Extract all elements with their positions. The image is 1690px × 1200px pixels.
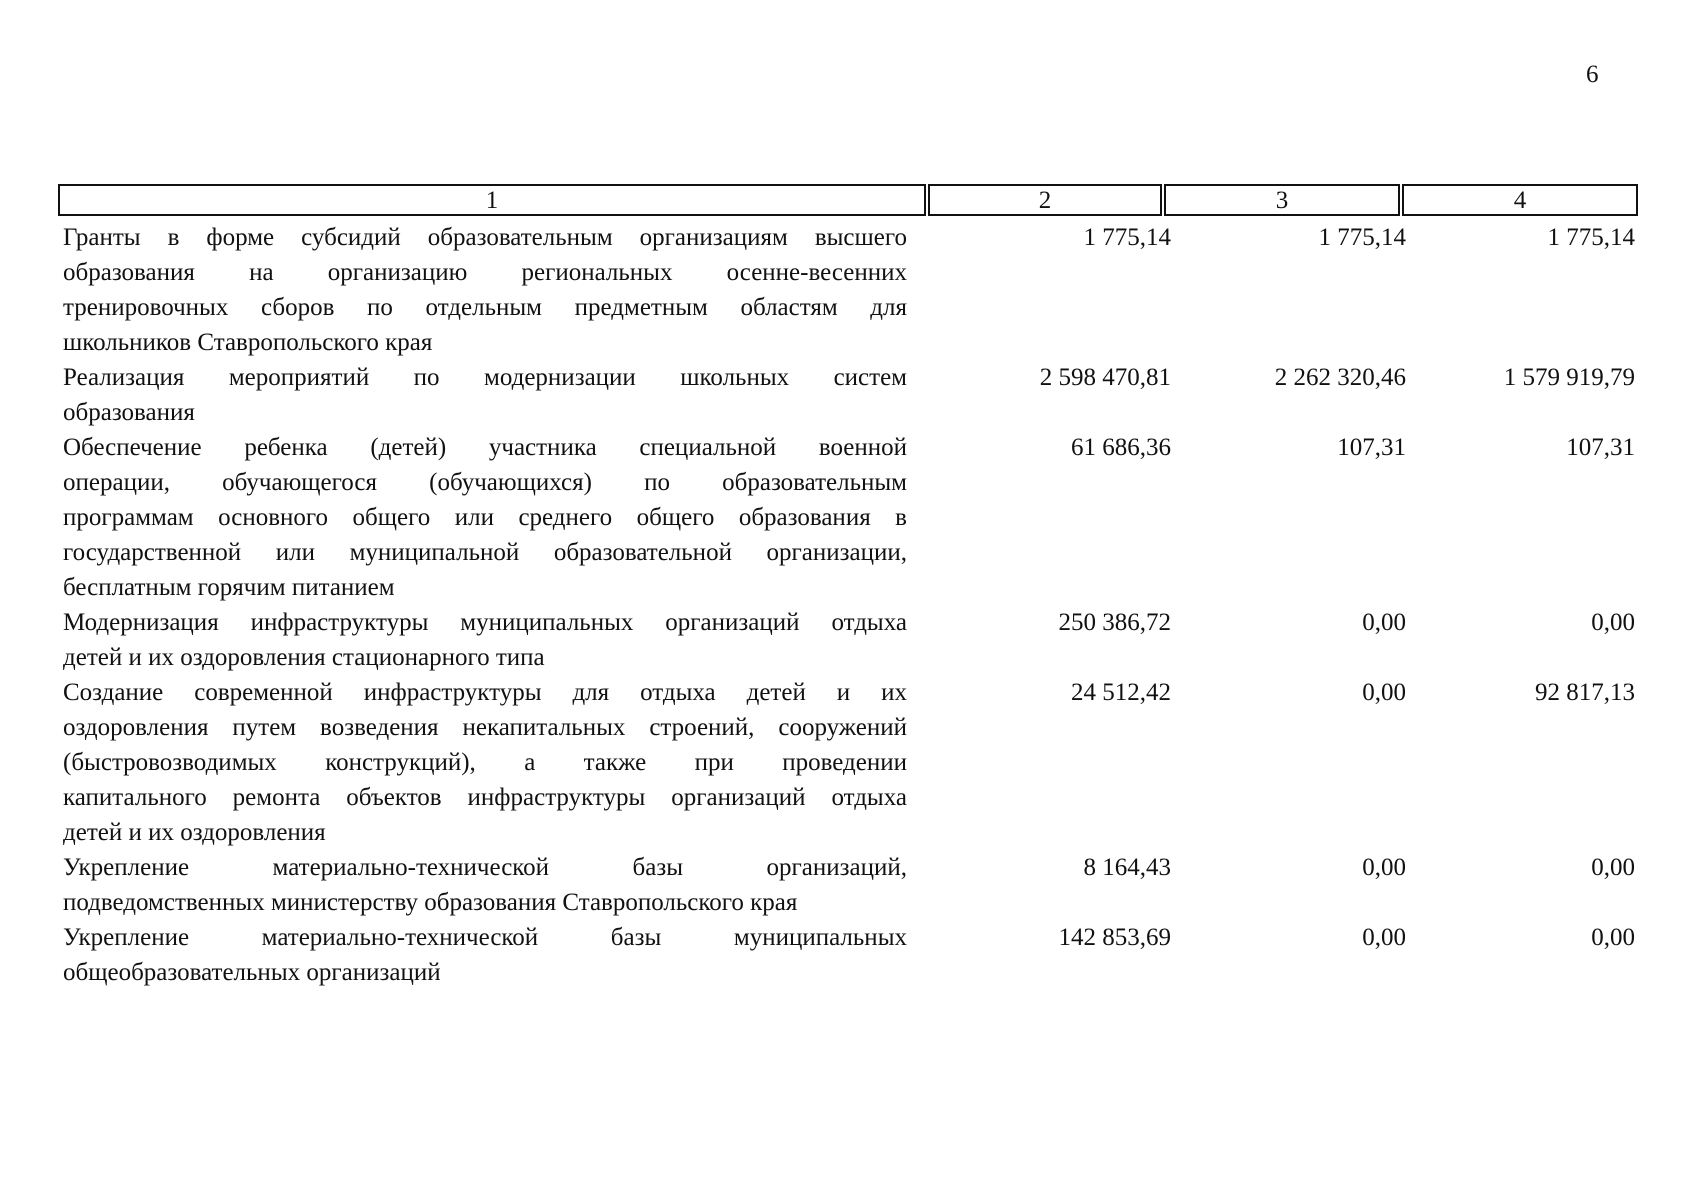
value-col3: 0,00 bbox=[1362, 679, 1406, 706]
table-row bbox=[0, 360, 1690, 430]
description-line: Модернизация инфраструктуры муниципальных организаций отдыха bbox=[63, 609, 907, 636]
header-col-2: 2 bbox=[928, 184, 1162, 216]
table-row bbox=[0, 675, 1690, 850]
value-col3: 0,00 bbox=[1362, 854, 1406, 881]
value-col4: 1 579 919,79 bbox=[1503, 364, 1635, 391]
value-col4: 1 775,14 bbox=[1547, 224, 1635, 251]
table-header-row bbox=[58, 184, 1638, 220]
header-col-3: 3 bbox=[1164, 184, 1400, 216]
value-col2: 61 686,36 bbox=[1071, 434, 1171, 461]
description-line: операции, обучающегося (обучающихся) по образовательным bbox=[63, 469, 907, 496]
row-description bbox=[63, 430, 907, 605]
table-row bbox=[0, 430, 1690, 605]
value-col2: 8 164,43 bbox=[1083, 854, 1171, 881]
table-row bbox=[0, 605, 1690, 675]
description-line: подведомственных министерству образования Ставропольского края bbox=[63, 889, 798, 916]
table-row bbox=[0, 220, 1690, 360]
row-description bbox=[63, 220, 907, 360]
header-col-1: 1 bbox=[58, 184, 926, 216]
value-col2: 2 598 470,81 bbox=[1039, 364, 1171, 391]
description-line: Обеспечение ребенка (детей) участника специальной военной bbox=[63, 434, 907, 461]
description-line: образования bbox=[63, 399, 195, 426]
value-col2: 142 853,69 bbox=[1058, 924, 1171, 951]
description-line: Реализация мероприятий по модернизации школьных систем bbox=[63, 364, 907, 391]
description-line: детей и их оздоровления стационарного типа bbox=[63, 644, 545, 671]
value-col3: 1 775,14 bbox=[1318, 224, 1406, 251]
description-line: государственной или муниципальной образовательной организации, bbox=[63, 539, 907, 566]
value-col2: 250 386,72 bbox=[1058, 609, 1171, 636]
description-line: общеобразовательных организаций bbox=[63, 959, 441, 986]
description-line: Создание современной инфраструктуры для отдыха детей и их bbox=[63, 679, 907, 706]
description-line: Гранты в форме субсидий образовательным организациям высшего bbox=[63, 224, 907, 251]
value-col3: 0,00 bbox=[1362, 924, 1406, 951]
description-line: школьников Ставропольского края bbox=[63, 329, 433, 356]
description-line: детей и их оздоровления bbox=[63, 819, 326, 846]
description-line: бесплатным горячим питанием bbox=[63, 574, 395, 601]
description-line: тренировочных сборов по отдельным предметным областям для bbox=[63, 294, 907, 321]
value-col2: 24 512,42 bbox=[1071, 679, 1171, 706]
description-line: (быстровозводимых конструкций), а также при проведении bbox=[63, 749, 907, 776]
description-line: Укрепление материально-технической базы муниципальных bbox=[63, 924, 907, 951]
description-line: оздоровления путем возведения некапитальных строений, сооружений bbox=[63, 714, 907, 741]
value-col4: 0,00 bbox=[1591, 924, 1635, 951]
row-description bbox=[63, 605, 907, 675]
row-description bbox=[63, 920, 907, 990]
value-col3: 0,00 bbox=[1362, 609, 1406, 636]
description-line: образования на организацию региональных осенне-весенних bbox=[63, 259, 907, 286]
value-col4: 107,31 bbox=[1566, 434, 1635, 461]
value-col2: 1 775,14 bbox=[1083, 224, 1171, 251]
description-line: программам основного общего или среднего общего образования в bbox=[63, 504, 907, 531]
table-row bbox=[0, 850, 1690, 920]
header-col-4: 4 bbox=[1402, 184, 1638, 216]
row-description bbox=[63, 850, 907, 920]
page-number: 6 bbox=[1586, 61, 1599, 88]
description-line: Укрепление материально-технической базы организаций, bbox=[63, 854, 907, 881]
row-description bbox=[63, 360, 907, 430]
value-col3: 107,31 bbox=[1337, 434, 1406, 461]
value-col3: 2 262 320,46 bbox=[1274, 364, 1406, 391]
row-description bbox=[63, 675, 907, 850]
value-col4: 0,00 bbox=[1591, 854, 1635, 881]
value-col4: 92 817,13 bbox=[1535, 679, 1635, 706]
table-row bbox=[0, 920, 1690, 990]
description-line: капитального ремонта объектов инфраструктуры организаций отдыха bbox=[63, 784, 907, 811]
value-col4: 0,00 bbox=[1591, 609, 1635, 636]
